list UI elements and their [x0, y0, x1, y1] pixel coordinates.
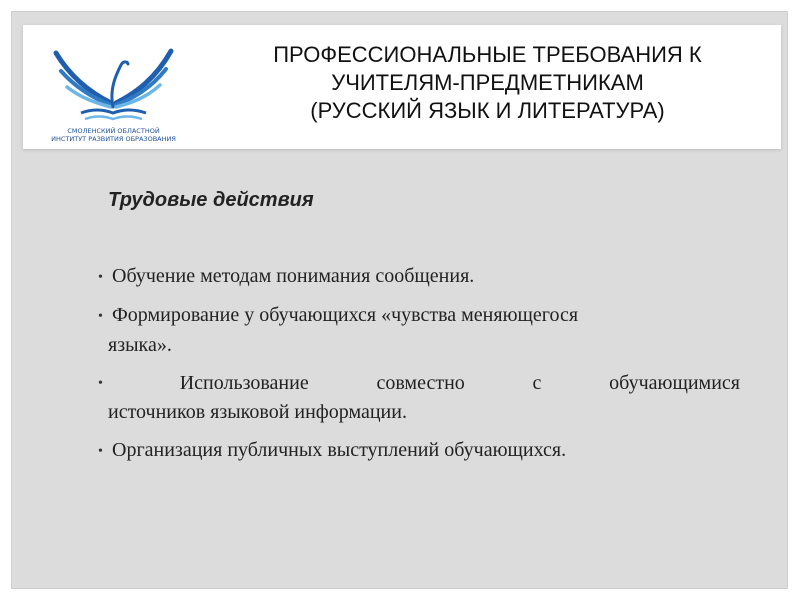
list-item-text-continued: источников языковой информации. — [108, 401, 407, 423]
list-item-text: Формирование у обучающихся «чувства меняющегося — [112, 304, 579, 326]
section-subtitle: Трудовые действия — [108, 189, 314, 211]
slide — [11, 11, 788, 589]
bullet-icon: • — [98, 270, 103, 285]
list-item-word: Использование — [179, 372, 309, 394]
title-line-2: УЧИТЕЛЯМ-ПРЕДМЕТНИКАМ — [331, 70, 644, 95]
bullet-list — [98, 262, 740, 475]
list-item — [98, 369, 740, 427]
list-item-text: Обучение методам понимания сообщения. — [112, 265, 475, 287]
list-item — [98, 301, 740, 360]
logo-caption — [51, 127, 176, 143]
list-item — [98, 262, 740, 292]
list-item-word: с — [532, 372, 542, 394]
logo-caption-line2: ИНСТИТУТ РАЗВИТИЯ ОБРАЗОВАНИЯ — [51, 135, 176, 143]
logo-caption-line1: СМОЛЕНСКИЙ ОБЛАСТНОЙ — [67, 127, 160, 135]
list-item-word: совместно — [376, 372, 465, 394]
list-item — [98, 436, 740, 466]
phoenix-book-icon — [51, 43, 176, 127]
institute-logo — [51, 43, 176, 143]
bullet-icon: • — [98, 444, 103, 459]
list-item-word: обучающимися — [609, 372, 740, 394]
title-line-3: (РУССКИЙ ЯЗЫК И ЛИТЕРАТУРА) — [310, 98, 665, 123]
slide-title — [195, 41, 780, 125]
list-item-text-continued: языка». — [108, 334, 172, 356]
list-item-text: Организация публичных выступлений обучающихся. — [112, 439, 567, 461]
slide-header — [23, 25, 781, 149]
bullet-icon: • — [98, 309, 103, 324]
title-line-1: ПРОФЕССИОНАЛЬНЫЕ ТРЕБОВАНИЯ К — [273, 42, 702, 67]
bullet-icon: • — [98, 376, 103, 391]
